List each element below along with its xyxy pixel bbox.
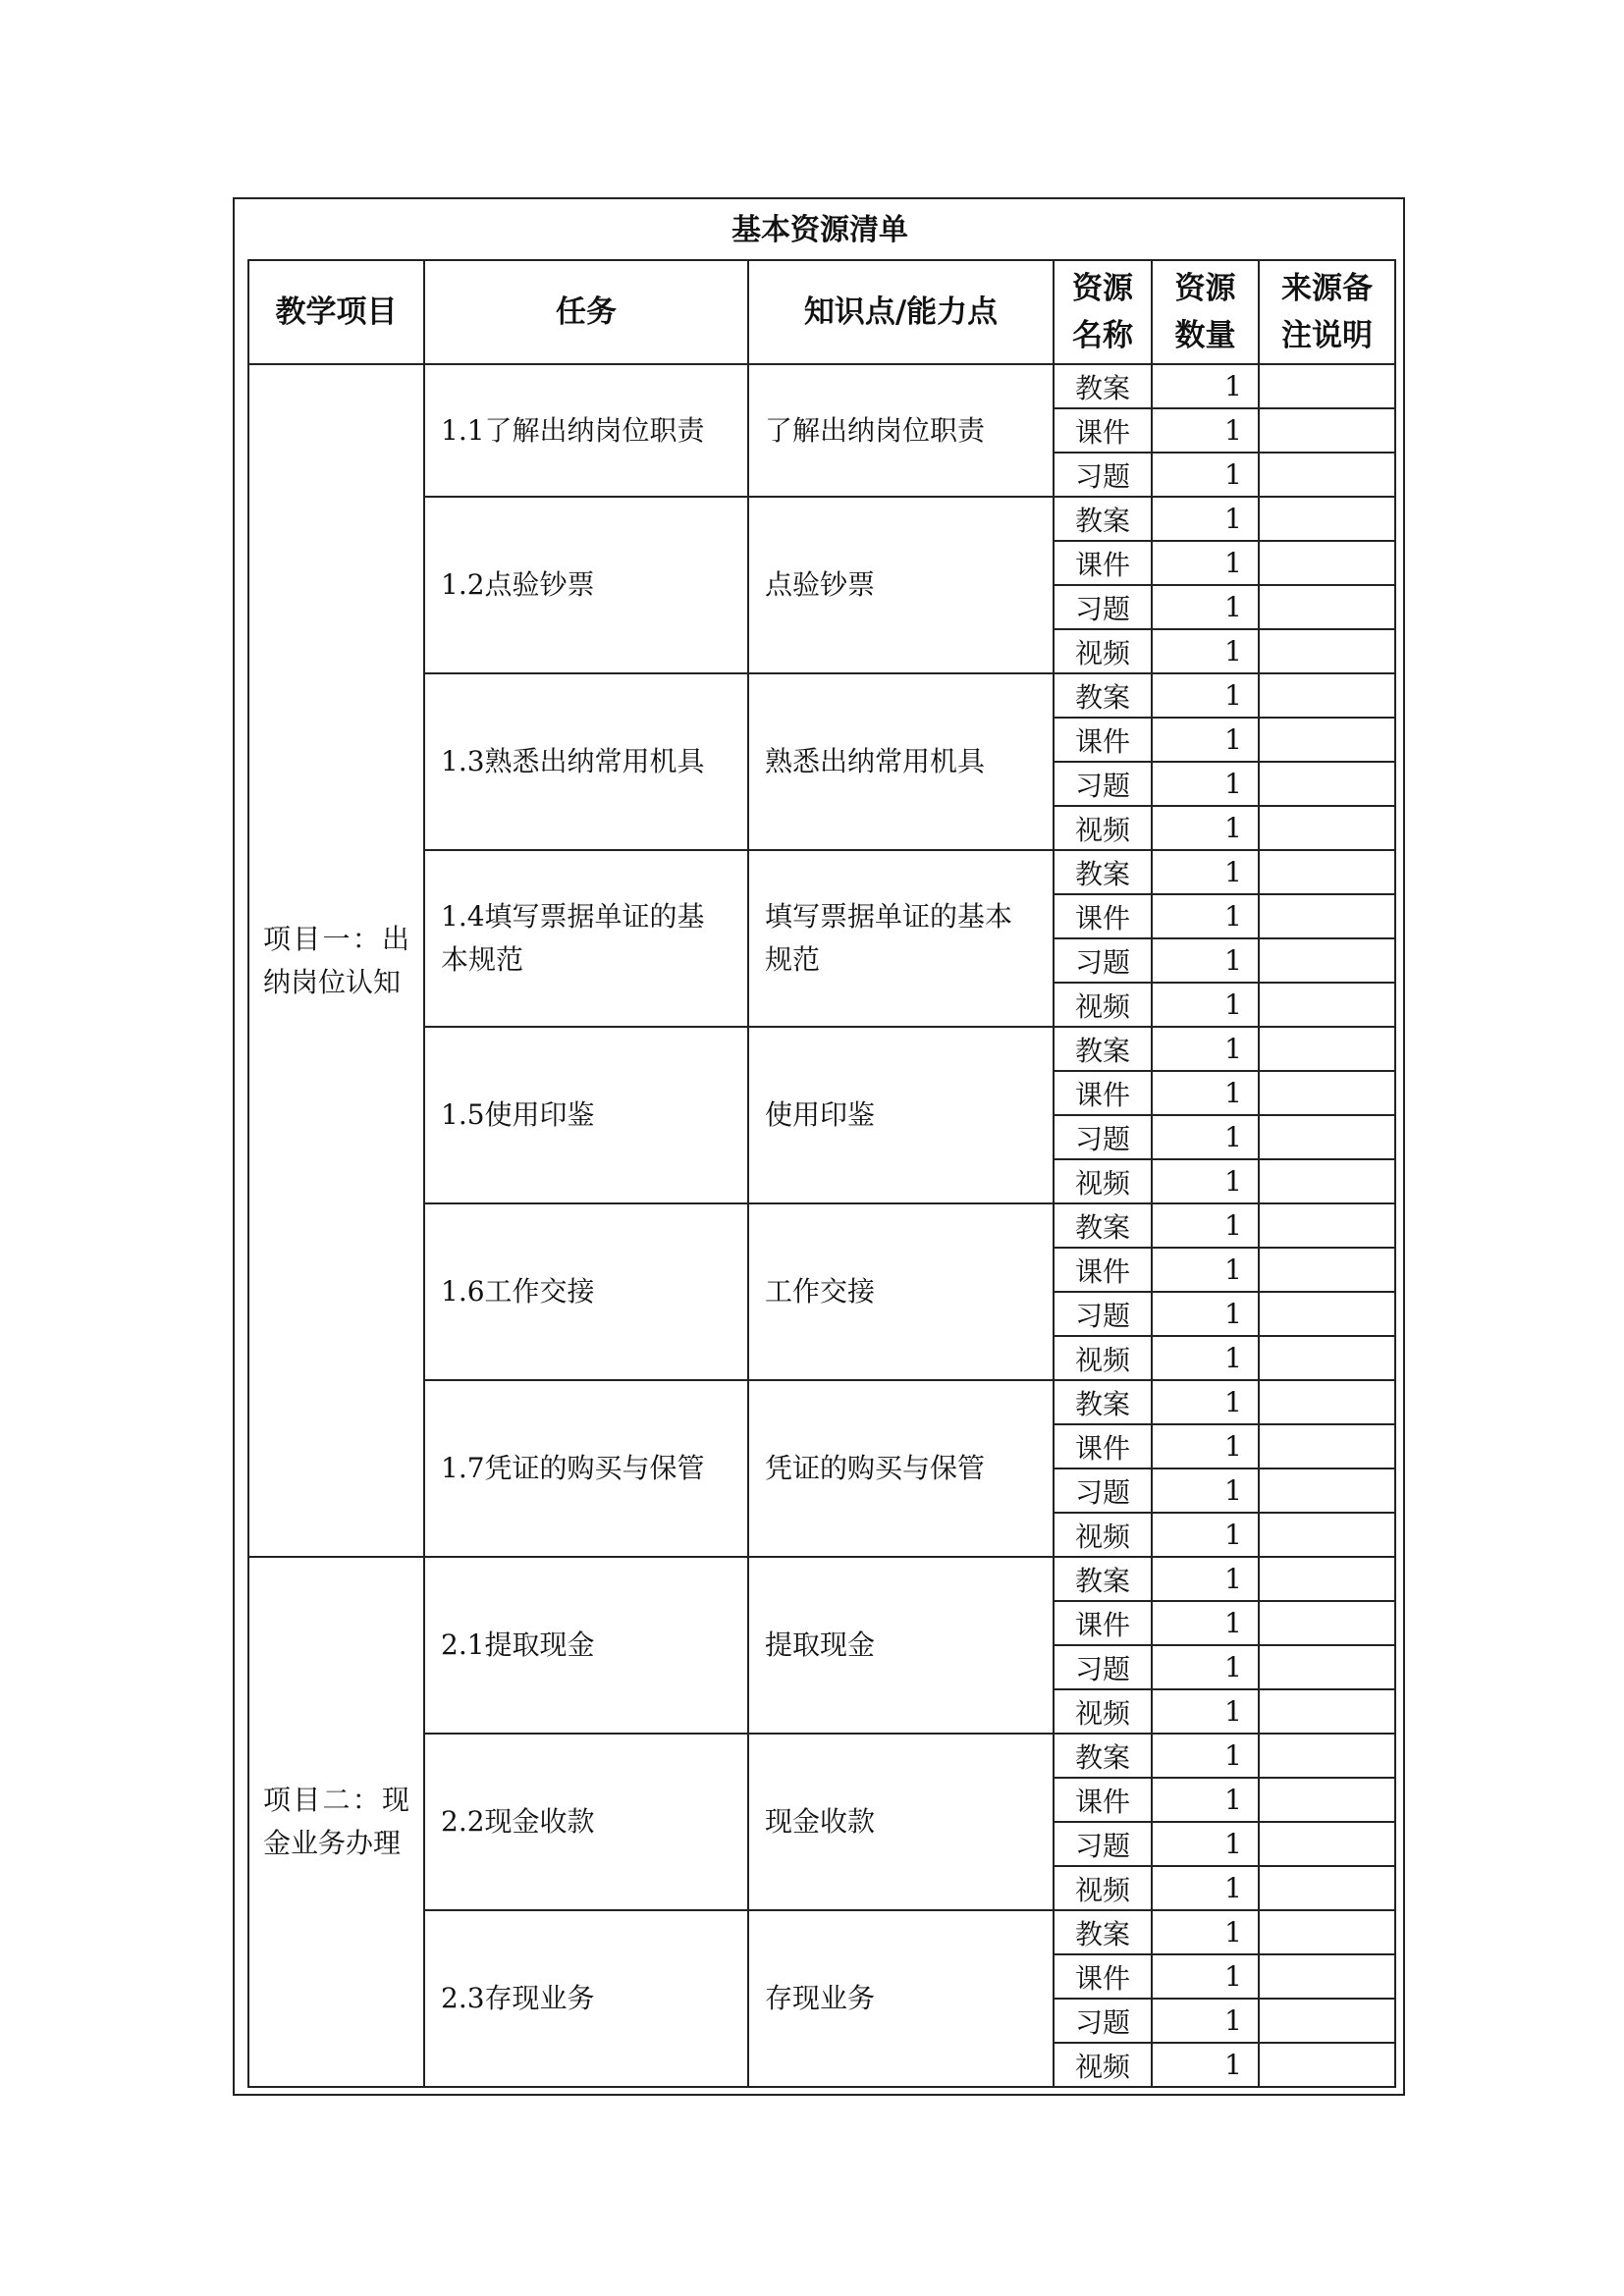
task-cell: 1.5使用印鉴 — [424, 1027, 748, 1203]
resource-count-cell: 1 — [1152, 1336, 1259, 1380]
resource-name-cell: 教案 — [1054, 1380, 1152, 1424]
resource-name-cell: 教案 — [1054, 1734, 1152, 1778]
resource-name-cell: 习题 — [1054, 1468, 1152, 1513]
page-title: 基本资源清单 — [731, 213, 908, 247]
resource-count-cell: 1 — [1152, 1822, 1259, 1866]
resource-name-cell: 视频 — [1054, 1513, 1152, 1557]
resource-name-cell: 课件 — [1054, 1248, 1152, 1292]
knowledge-cell: 工作交接 — [748, 1203, 1054, 1380]
source-note-cell — [1259, 1601, 1395, 1645]
resource-name-cell: 视频 — [1054, 1336, 1152, 1380]
source-note-cell — [1259, 983, 1395, 1027]
resource-name-cell: 视频 — [1054, 806, 1152, 850]
source-note-cell — [1259, 1866, 1395, 1910]
source-note-cell — [1259, 364, 1395, 408]
resource-name-cell: 教案 — [1054, 1557, 1152, 1601]
resource-name-cell: 教案 — [1054, 497, 1152, 541]
source-note-cell — [1259, 1999, 1395, 2043]
task-cell: 2.2现金收款 — [424, 1734, 748, 1910]
resource-count-cell: 1 — [1152, 1027, 1259, 1071]
resource-name-cell: 习题 — [1054, 1822, 1152, 1866]
source-note-cell — [1259, 850, 1395, 894]
resource-count-cell: 1 — [1152, 1159, 1259, 1203]
resource-count-cell: 1 — [1152, 585, 1259, 629]
source-note-cell — [1259, 1115, 1395, 1159]
resource-count-cell: 1 — [1152, 718, 1259, 762]
resource-name-cell: 课件 — [1054, 1954, 1152, 1999]
resource-name-cell: 课件 — [1054, 1424, 1152, 1468]
header-project: 教学项目 — [248, 260, 424, 364]
resource-count-cell: 1 — [1152, 408, 1259, 453]
source-note-cell — [1259, 497, 1395, 541]
resource-count-cell: 1 — [1152, 2043, 1259, 2087]
source-note-cell — [1259, 629, 1395, 673]
source-note-cell — [1259, 1557, 1395, 1601]
task-cell: 1.2点验钞票 — [424, 497, 748, 673]
resource-name-cell: 习题 — [1054, 762, 1152, 806]
resource-count-cell: 1 — [1152, 762, 1259, 806]
resource-name-cell: 教案 — [1054, 1203, 1152, 1248]
resource-count-cell: 1 — [1152, 1778, 1259, 1822]
table-row — [248, 364, 1395, 408]
resource-count-cell: 1 — [1152, 1203, 1259, 1248]
resource-name-cell: 教案 — [1054, 364, 1152, 408]
source-note-cell — [1259, 1203, 1395, 1248]
source-note-cell — [1259, 585, 1395, 629]
resource-name-cell: 课件 — [1054, 408, 1152, 453]
source-note-cell — [1259, 1689, 1395, 1734]
source-note-cell — [1259, 1027, 1395, 1071]
resource-count-cell: 1 — [1152, 1468, 1259, 1513]
resource-count-cell: 1 — [1152, 1734, 1259, 1778]
task-cell: 1.6工作交接 — [424, 1203, 748, 1380]
source-note-cell — [1259, 541, 1395, 585]
resource-name-cell: 教案 — [1054, 850, 1152, 894]
task-cell: 1.4填写票据单证的基本规范 — [424, 850, 748, 1027]
resource-name-cell: 课件 — [1054, 718, 1152, 762]
header-resource-name: 资源名称 — [1054, 260, 1152, 364]
source-note-cell — [1259, 1292, 1395, 1336]
resource-count-cell: 1 — [1152, 629, 1259, 673]
knowledge-cell: 提取现金 — [748, 1557, 1054, 1734]
resource-count-cell: 1 — [1152, 1513, 1259, 1557]
source-note-cell — [1259, 1424, 1395, 1468]
task-cell: 1.7凭证的购买与保管 — [424, 1380, 748, 1557]
source-note-cell — [1259, 1822, 1395, 1866]
source-note-cell — [1259, 1645, 1395, 1689]
source-note-cell — [1259, 453, 1395, 497]
resource-name-cell: 视频 — [1054, 1689, 1152, 1734]
resource-name-cell: 习题 — [1054, 453, 1152, 497]
resource-count-cell: 1 — [1152, 850, 1259, 894]
source-note-cell — [1259, 762, 1395, 806]
resource-count-cell: 1 — [1152, 497, 1259, 541]
resource-count-cell: 1 — [1152, 364, 1259, 408]
resource-name-cell: 习题 — [1054, 938, 1152, 983]
task-cell: 2.3存现业务 — [424, 1910, 748, 2087]
resource-name-cell: 视频 — [1054, 983, 1152, 1027]
resource-count-cell: 1 — [1152, 938, 1259, 983]
header-task: 任务 — [424, 260, 748, 364]
resource-name-cell: 课件 — [1054, 1071, 1152, 1115]
source-note-cell — [1259, 1468, 1395, 1513]
resource-name-cell: 习题 — [1054, 1115, 1152, 1159]
task-cell: 1.1了解出纳岗位职责 — [424, 364, 748, 497]
source-note-cell — [1259, 938, 1395, 983]
project-cell: 项目一：出纳岗位认知 — [248, 364, 424, 1557]
resource-name-cell: 习题 — [1054, 1292, 1152, 1336]
knowledge-cell: 了解出纳岗位职责 — [748, 364, 1054, 497]
task-cell: 2.1提取现金 — [424, 1557, 748, 1734]
resource-count-cell: 1 — [1152, 894, 1259, 938]
resource-name-cell: 视频 — [1054, 629, 1152, 673]
knowledge-cell: 点验钞票 — [748, 497, 1054, 673]
resource-count-cell: 1 — [1152, 1380, 1259, 1424]
resource-name-cell: 教案 — [1054, 1027, 1152, 1071]
source-note-cell — [1259, 1380, 1395, 1424]
resource-name-cell: 视频 — [1054, 1159, 1152, 1203]
knowledge-cell: 使用印鉴 — [748, 1027, 1054, 1203]
source-note-cell — [1259, 1954, 1395, 1999]
task-cell: 1.3熟悉出纳常用机具 — [424, 673, 748, 850]
resource-table — [247, 259, 1396, 2088]
resource-count-cell: 1 — [1152, 1999, 1259, 2043]
resource-count-cell: 1 — [1152, 1866, 1259, 1910]
source-note-cell — [1259, 408, 1395, 453]
source-note-cell — [1259, 894, 1395, 938]
knowledge-cell: 存现业务 — [748, 1910, 1054, 2087]
header-source-note: 来源备注说明 — [1259, 260, 1395, 364]
source-note-cell — [1259, 2043, 1395, 2087]
resource-count-cell: 1 — [1152, 1248, 1259, 1292]
project-cell: 项目二：现金业务办理 — [248, 1557, 424, 2087]
resource-name-cell: 课件 — [1054, 1601, 1152, 1645]
table-body — [248, 364, 1395, 2087]
resource-count-cell: 1 — [1152, 1954, 1259, 1999]
source-note-cell — [1259, 673, 1395, 718]
source-note-cell — [1259, 1910, 1395, 1954]
resource-name-cell: 教案 — [1054, 673, 1152, 718]
resource-count-cell: 1 — [1152, 1601, 1259, 1645]
resource-name-cell: 课件 — [1054, 541, 1152, 585]
source-note-cell — [1259, 1159, 1395, 1203]
resource-count-cell: 1 — [1152, 453, 1259, 497]
resource-name-cell: 习题 — [1054, 585, 1152, 629]
resource-name-cell: 课件 — [1054, 894, 1152, 938]
source-note-cell — [1259, 806, 1395, 850]
resource-name-cell: 课件 — [1054, 1778, 1152, 1822]
resource-name-cell: 视频 — [1054, 2043, 1152, 2087]
table-row — [248, 1557, 1395, 1601]
resource-count-cell: 1 — [1152, 1071, 1259, 1115]
knowledge-cell: 熟悉出纳常用机具 — [748, 673, 1054, 850]
source-note-cell — [1259, 1513, 1395, 1557]
resource-count-cell: 1 — [1152, 806, 1259, 850]
resource-count-cell: 1 — [1152, 1557, 1259, 1601]
header-row — [248, 260, 1395, 364]
knowledge-cell: 填写票据单证的基本规范 — [748, 850, 1054, 1027]
resource-count-cell: 1 — [1152, 1910, 1259, 1954]
resource-count-cell: 1 — [1152, 1689, 1259, 1734]
resource-name-cell: 教案 — [1054, 1910, 1152, 1954]
resource-count-cell: 1 — [1152, 673, 1259, 718]
source-note-cell — [1259, 1778, 1395, 1822]
source-note-cell — [1259, 1336, 1395, 1380]
resource-count-cell: 1 — [1152, 1645, 1259, 1689]
resource-count-cell: 1 — [1152, 541, 1259, 585]
resource-name-cell: 习题 — [1054, 1999, 1152, 2043]
knowledge-cell: 现金收款 — [748, 1734, 1054, 1910]
header-knowledge: 知识点/能力点 — [748, 260, 1054, 364]
resource-count-cell: 1 — [1152, 1424, 1259, 1468]
source-note-cell — [1259, 1248, 1395, 1292]
resource-name-cell: 视频 — [1054, 1866, 1152, 1910]
source-note-cell — [1259, 718, 1395, 762]
knowledge-cell: 凭证的购买与保管 — [748, 1380, 1054, 1557]
source-note-cell — [1259, 1734, 1395, 1778]
resource-count-cell: 1 — [1152, 1115, 1259, 1159]
resource-name-cell: 习题 — [1054, 1645, 1152, 1689]
resource-count-cell: 1 — [1152, 983, 1259, 1027]
source-note-cell — [1259, 1071, 1395, 1115]
resource-count-cell: 1 — [1152, 1292, 1259, 1336]
header-resource-count: 资源数量 — [1152, 260, 1259, 364]
